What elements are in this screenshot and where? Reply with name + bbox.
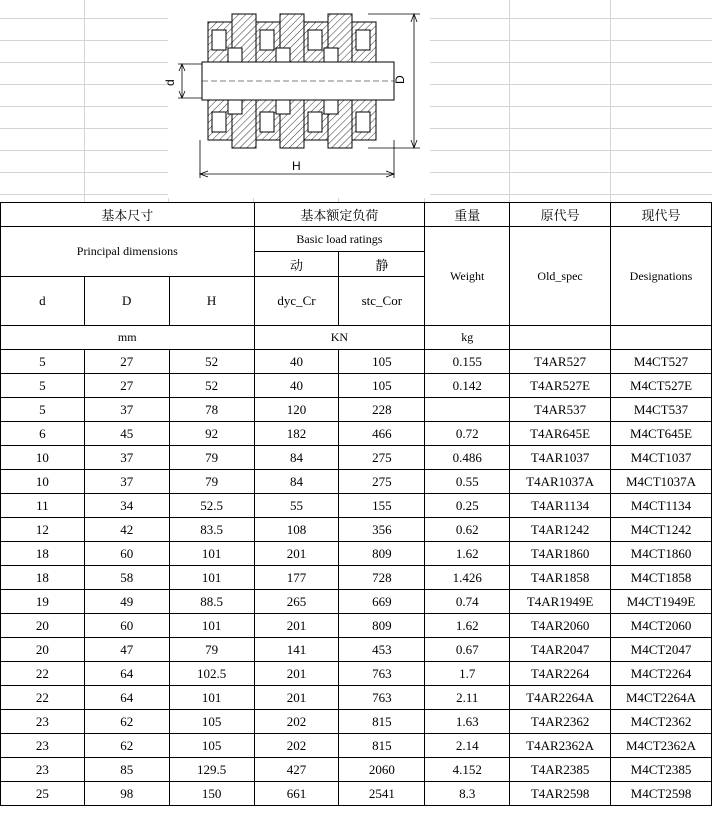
cell-weight: 1.63 [425,710,510,734]
cell-d: 6 [1,422,85,446]
cell-weight: 0.155 [425,350,510,374]
cell-des: M4CT2385 [611,758,712,782]
cell-des: M4CT2362A [611,734,712,758]
cell-D: 37 [84,446,169,470]
table-row [1,350,712,374]
cell-H: 101 [169,686,254,710]
cell-cr: 120 [254,398,339,422]
cell-H: 101 [169,542,254,566]
cell-D: 60 [84,542,169,566]
cell-old: T4AR2060 [510,614,611,638]
cell-D: 27 [84,374,169,398]
cell-H: 150 [169,782,254,806]
cell-d: 5 [1,350,85,374]
cell-D: 47 [84,638,169,662]
bearing-cross-section-drawing [163,0,430,198]
cell-D: 60 [84,614,169,638]
cell-D: 62 [84,734,169,758]
cell-D: 64 [84,686,169,710]
header-dims-cn: 基本尺寸 [1,203,255,227]
cell-weight: 0.67 [425,638,510,662]
unit-empty-des [611,326,712,350]
cell-cor: 763 [339,686,425,710]
cell-des: M4CT2060 [611,614,712,638]
cell-H: 101 [169,614,254,638]
cell-weight: 0.55 [425,470,510,494]
cell-H: 79 [169,470,254,494]
cell-cor: 105 [339,374,425,398]
cell-des: M4CT1858 [611,566,712,590]
cell-cr: 201 [254,662,339,686]
cell-d: 23 [1,710,85,734]
cell-D: 45 [84,422,169,446]
cell-d: 10 [1,446,85,470]
cell-H: 52 [169,374,254,398]
table-row [1,374,712,398]
cell-weight: 1.7 [425,662,510,686]
table-row [1,398,712,422]
cell-d: 22 [1,686,85,710]
cell-cr: 40 [254,350,339,374]
cell-D: 49 [84,590,169,614]
cell-H: 78 [169,398,254,422]
cell-d: 12 [1,518,85,542]
cell-des: M4CT527 [611,350,712,374]
cell-old: T4AR2047 [510,638,611,662]
header-old-cn: 原代号 [510,203,611,227]
cell-cor: 466 [339,422,425,446]
cell-cor: 763 [339,662,425,686]
cell-weight: 0.62 [425,518,510,542]
cell-des: M4CT645E [611,422,712,446]
cell-des: M4CT2264A [611,686,712,710]
drawing-label-D: D [393,75,407,84]
cell-des: M4CT1037A [611,470,712,494]
cell-cor: 2541 [339,782,425,806]
cell-old: T4AR1242 [510,518,611,542]
cell-D: 37 [84,470,169,494]
header-weight-cn: 重量 [425,203,510,227]
cell-old: T4AR645E [510,422,611,446]
header-basic-load-ratings: Basic load ratings [254,227,425,252]
header-col-cor: stc_Cor [339,277,425,326]
cell-cr: 427 [254,758,339,782]
cell-des: M4CT2047 [611,638,712,662]
header-old-spec: Old_spec [510,227,611,326]
cell-weight: 0.72 [425,422,510,446]
cell-old: T4AR527E [510,374,611,398]
cell-D: 27 [84,350,169,374]
cell-des: M4CT1949E [611,590,712,614]
cell-old: T4AR1037A [510,470,611,494]
cell-d: 25 [1,782,85,806]
cell-old: T4AR537 [510,398,611,422]
cell-des: M4CT1242 [611,518,712,542]
cell-des: M4CT1860 [611,542,712,566]
cell-H: 105 [169,734,254,758]
cell-d: 18 [1,542,85,566]
cell-old: T4AR2362 [510,710,611,734]
cell-d: 5 [1,374,85,398]
cell-cor: 809 [339,614,425,638]
cell-d: 18 [1,566,85,590]
table-row [1,518,712,542]
cell-cor: 228 [339,398,425,422]
cell-cor: 275 [339,446,425,470]
cell-weight [425,398,510,422]
cell-old: T4AR1858 [510,566,611,590]
header-weight: Weight [425,227,510,326]
cell-old: T4AR2385 [510,758,611,782]
cell-weight: 1.62 [425,542,510,566]
table-row [1,446,712,470]
cell-des: M4CT527E [611,374,712,398]
cell-weight: 8.3 [425,782,510,806]
cell-old: T4AR1860 [510,542,611,566]
header-col-H: H [169,277,254,326]
cell-cor: 105 [339,350,425,374]
table-row [1,758,712,782]
drawing-label-H: H [292,159,301,173]
cell-D: 62 [84,710,169,734]
cell-H: 88.5 [169,590,254,614]
cell-cr: 84 [254,470,339,494]
table-row [1,782,712,806]
cell-d: 22 [1,662,85,686]
cell-weight: 0.74 [425,590,510,614]
cell-cr: 108 [254,518,339,542]
cell-weight: 0.142 [425,374,510,398]
cell-des: M4CT1134 [611,494,712,518]
drawing-label-d: d [163,79,177,86]
cell-weight: 2.14 [425,734,510,758]
cell-cor: 728 [339,566,425,590]
cell-weight: 0.486 [425,446,510,470]
cell-cr: 141 [254,638,339,662]
cell-old: T4AR527 [510,350,611,374]
cell-d: 19 [1,590,85,614]
cell-old: T4AR2598 [510,782,611,806]
cell-cor: 356 [339,518,425,542]
cell-old: T4AR1134 [510,494,611,518]
cell-cr: 201 [254,614,339,638]
cell-des: M4CT537 [611,398,712,422]
cell-d: 20 [1,638,85,662]
cell-cor: 275 [339,470,425,494]
cell-D: 85 [84,758,169,782]
header-principal-dimensions: Principal dimensions [1,227,255,277]
cell-cr: 265 [254,590,339,614]
table-row [1,470,712,494]
cell-d: 11 [1,494,85,518]
cell-H: 79 [169,638,254,662]
cell-weight: 0.25 [425,494,510,518]
cell-d: 23 [1,758,85,782]
cell-cr: 201 [254,686,339,710]
table-row [1,638,712,662]
cell-D: 98 [84,782,169,806]
cell-cr: 201 [254,542,339,566]
table-row [1,542,712,566]
cell-cr: 182 [254,422,339,446]
unit-empty-old [510,326,611,350]
header-col-cr: dyc_Cr [254,277,339,326]
cell-d: 10 [1,470,85,494]
cell-cor: 453 [339,638,425,662]
cell-cr: 661 [254,782,339,806]
cell-old: T4AR1949E [510,590,611,614]
unit-kn: KN [254,326,425,350]
cell-H: 102.5 [169,662,254,686]
cell-weight: 4.152 [425,758,510,782]
table-row [1,422,712,446]
cell-old: T4AR2264 [510,662,611,686]
cell-cor: 669 [339,590,425,614]
cell-d: 23 [1,734,85,758]
unit-mm: mm [1,326,255,350]
table-row [1,662,712,686]
cell-cor: 155 [339,494,425,518]
cell-weight: 2.11 [425,686,510,710]
unit-kg: kg [425,326,510,350]
table-row [1,590,712,614]
cell-des: M4CT2598 [611,782,712,806]
cell-D: 42 [84,518,169,542]
cell-D: 37 [84,398,169,422]
cell-H: 79 [169,446,254,470]
cell-cr: 177 [254,566,339,590]
cell-D: 64 [84,662,169,686]
cell-cr: 202 [254,734,339,758]
table-row [1,566,712,590]
cell-H: 105 [169,710,254,734]
cell-D: 58 [84,566,169,590]
cell-H: 52 [169,350,254,374]
header-designations: Designations [611,227,712,326]
bearing-spec-table [0,202,712,806]
cell-cr: 55 [254,494,339,518]
cell-cr: 202 [254,710,339,734]
cell-cor: 809 [339,542,425,566]
table-row [1,494,712,518]
cell-H: 101 [169,566,254,590]
header-col-D: D [84,277,169,326]
cell-H: 92 [169,422,254,446]
cell-H: 129.5 [169,758,254,782]
cell-des: M4CT2362 [611,710,712,734]
cell-des: M4CT1037 [611,446,712,470]
cell-weight: 1.426 [425,566,510,590]
cell-des: M4CT2264 [611,662,712,686]
table-row [1,614,712,638]
table-row [1,710,712,734]
cell-weight: 1.62 [425,614,510,638]
table-row [1,734,712,758]
cell-d: 5 [1,398,85,422]
cell-d: 20 [1,614,85,638]
cell-cor: 815 [339,734,425,758]
cell-old: T4AR1037 [510,446,611,470]
cell-H: 52.5 [169,494,254,518]
header-dynamic-cn: 动 [254,252,339,277]
cell-cr: 40 [254,374,339,398]
table-row [1,686,712,710]
header-static-cn: 静 [339,252,425,277]
cell-old: T4AR2264A [510,686,611,710]
cell-D: 34 [84,494,169,518]
cell-H: 83.5 [169,518,254,542]
cell-cor: 2060 [339,758,425,782]
header-new-cn: 现代号 [611,203,712,227]
cell-cor: 815 [339,710,425,734]
header-load-cn: 基本额定负荷 [254,203,425,227]
cell-cr: 84 [254,446,339,470]
header-col-d: d [1,277,85,326]
cell-old: T4AR2362A [510,734,611,758]
